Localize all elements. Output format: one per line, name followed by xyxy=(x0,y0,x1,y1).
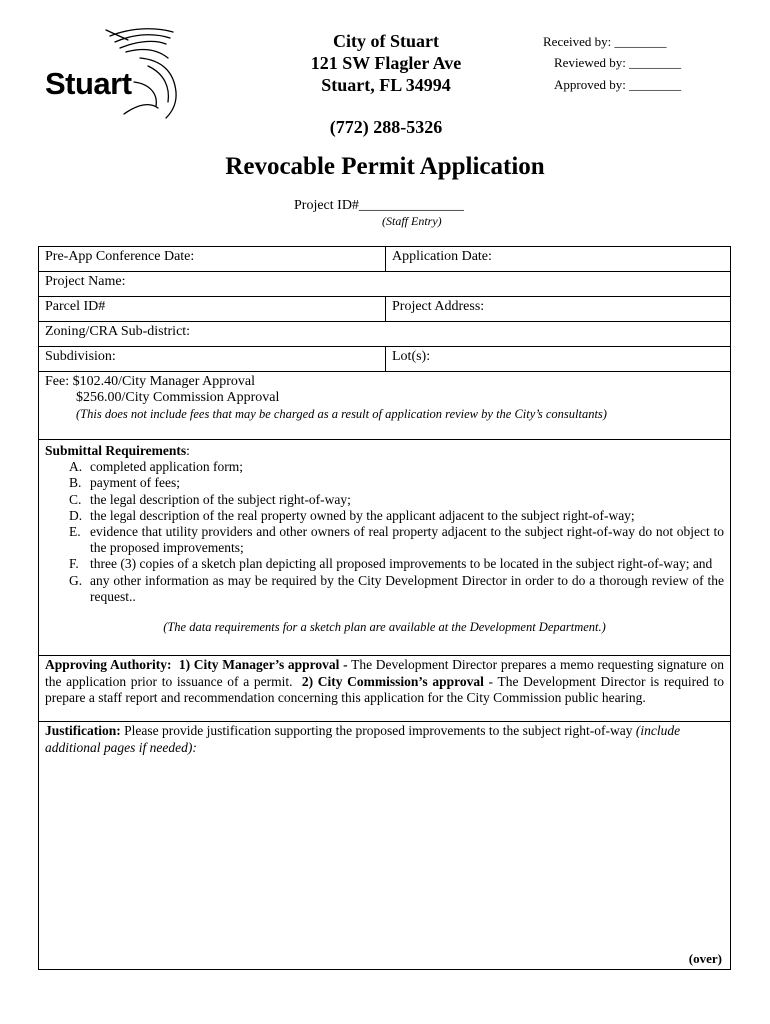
requirement-text: evidence that utility providers and other owners of real property adjacent to the subject right-of-way do not object to the proposed improvements; xyxy=(90,524,724,556)
org-phone: (772) 288-5326 xyxy=(329,117,443,137)
project-name-field[interactable]: Project Name: xyxy=(45,274,126,289)
commission-approval-label: 2) City Commission’s approval xyxy=(301,673,484,689)
justification-section[interactable] xyxy=(39,722,730,969)
requirement-text: any other information as may be required by the City Development Director in order to do a thorough review of the request.. xyxy=(90,572,724,604)
application-form xyxy=(38,246,731,970)
requirement-text: three (3) copies of a sketch plan depicting all proposed improvements to be located in the subject right-of-way; and xyxy=(90,556,713,572)
justification-label: Justification: xyxy=(45,723,121,738)
requirements-heading: Submittal Requirements xyxy=(45,443,187,458)
row-project-name xyxy=(39,272,730,297)
manager-approval-text: The Development Director prepares a memo requesting signature on the application prior to issuance of a permit. xyxy=(45,657,724,689)
requirement-item xyxy=(45,524,724,556)
over-note: (over) xyxy=(688,950,722,966)
fee-line-1: Fee: $102.40/City Manager Approval xyxy=(45,374,255,389)
application-date-field[interactable]: Application Date: xyxy=(392,249,492,264)
row-zoning xyxy=(39,322,730,347)
fees-section xyxy=(39,372,730,440)
logo-wordmark: Stuart xyxy=(45,66,132,101)
org-street: 121 SW Flagler Ave xyxy=(310,53,462,73)
org-name: City of Stuart xyxy=(333,31,439,51)
approving-label: Approving Authority: xyxy=(45,657,172,672)
received-by-field[interactable]: Received by: ________ xyxy=(543,34,667,49)
org-city: Stuart, FL 34994 xyxy=(321,75,451,95)
justification-text: Please provide justification supporting the proposed improvements to the subject right-of-way xyxy=(124,723,633,738)
page-title: Revocable Permit Application xyxy=(225,153,545,180)
requirement-item xyxy=(45,492,724,508)
project-id-field[interactable]: Project ID#_______________ xyxy=(294,198,464,213)
commission-approval-text: - The Development Director is required to prepare a staff report and recommendation concerning this application for the City Commission public hearing. xyxy=(45,673,724,705)
justification-note: (include additional pages if needed): xyxy=(45,723,681,755)
requirement-letter: E. xyxy=(69,524,81,540)
requirement-letter: F. xyxy=(69,556,79,572)
subdivision-field[interactable]: Subdivision: xyxy=(45,349,116,364)
row-dates xyxy=(39,247,730,272)
requirement-item xyxy=(45,475,724,491)
requirement-text: payment of fees; xyxy=(90,475,180,491)
lots-field[interactable]: Lot(s): xyxy=(392,349,431,364)
requirement-letter: D. xyxy=(69,507,83,523)
approved-by-field[interactable]: Approved by: ________ xyxy=(554,77,682,92)
requirement-text: completed application form; xyxy=(90,459,243,475)
submittal-requirements: Submittal Requirements: A. completed application form; B. payment of fees; C. the legal description of the subject right-of-way; D. the legal description of the real property owned by the applicant adjacent to the subject right-of-way; E. evidence that utility providers and other owners of real property adjacent to the subject right-of-way do not object to the proposed improvements; F. three (3) copies of a sketch plan depicting all proposed improvements to be located in the subject right-of-way; and G. any other information as may be required by the City Development Director in order to do a thorough review of the request.. (The data requirements for a sketch plan are available at the Development Department.) xyxy=(39,440,730,656)
requirement-item xyxy=(45,508,724,524)
requirement-text: the legal description of the subject right-of-way; xyxy=(90,491,351,507)
requirement-text: the legal description of the real property owned by the applicant adjacent to the subject right-of-way; xyxy=(90,507,635,523)
sketch-plan-note: (The data requirements for a sketch plan are available at the Development Department.) xyxy=(163,620,606,635)
requirement-item xyxy=(45,459,724,475)
manager-approval-label: 1) City Manager’s approval - xyxy=(178,657,348,672)
zoning-field[interactable]: Zoning/CRA Sub-district: xyxy=(45,324,191,339)
fee-note: (This does not include fees that may be charged as a result of application review by the City’s consultants) xyxy=(76,407,607,421)
reviewed-by-field[interactable]: Reviewed by: ________ xyxy=(554,55,682,70)
requirement-letter: A. xyxy=(69,459,83,475)
parcel-id-field[interactable]: Parcel ID# xyxy=(45,299,106,314)
project-address-field[interactable]: Project Address: xyxy=(392,299,485,314)
staff-entry-note: (Staff Entry) xyxy=(382,214,442,228)
fee-line-2: $256.00/City Commission Approval xyxy=(76,390,280,405)
row-parcel xyxy=(39,297,730,322)
row-subdivision xyxy=(39,347,730,372)
requirements-list xyxy=(45,459,724,605)
requirement-letter: G. xyxy=(69,572,83,588)
approving-authority xyxy=(39,656,730,722)
preapp-date-field[interactable]: Pre-App Conference Date: xyxy=(45,249,195,264)
requirement-letter: B. xyxy=(69,475,82,491)
requirement-item xyxy=(45,573,724,605)
requirement-letter: C. xyxy=(69,491,82,507)
requirement-item xyxy=(45,556,724,572)
